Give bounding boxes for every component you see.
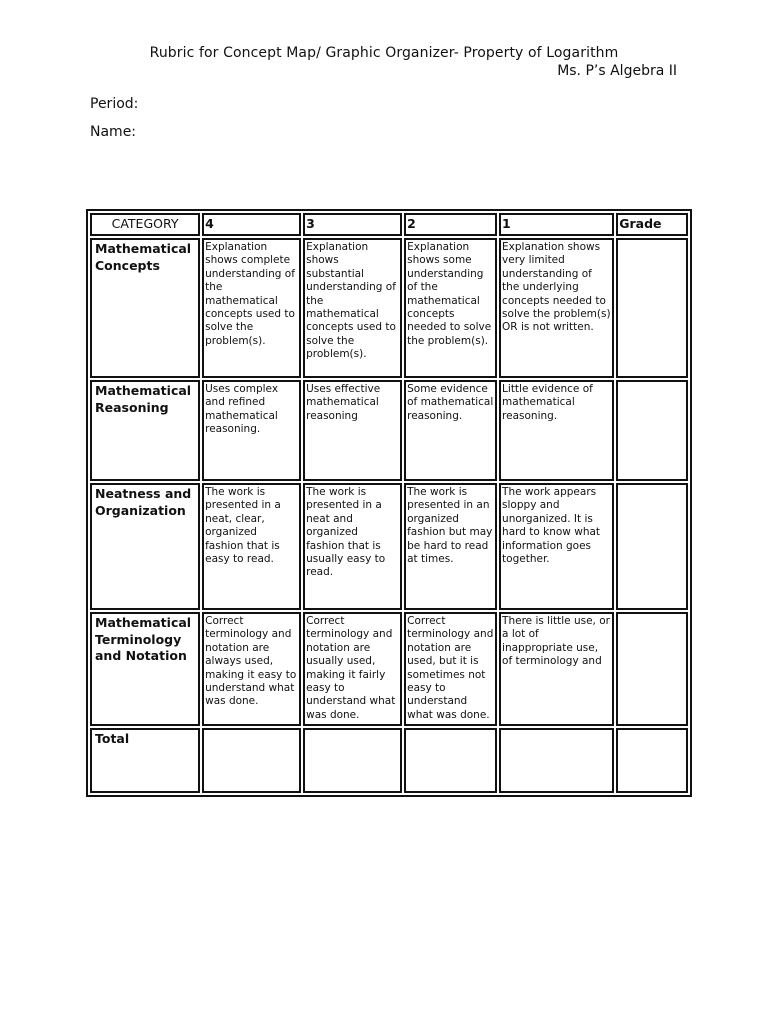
table-header-row: [90, 213, 688, 236]
table-cell: Little evidence of mathematical reasoning.: [499, 380, 614, 481]
table-row: [90, 483, 688, 610]
document-title: Rubric for Concept Map/ Graphic Organizer- Property of Logarithm: [149, 45, 619, 61]
header-category: CATEGORY: [90, 213, 200, 236]
header-score-2: 2: [404, 213, 497, 236]
header-score-1: 1: [499, 213, 614, 236]
table-cell: Explanation shows very limited understanding of the underlying concepts needed to solve the problem(s) OR is not written.: [499, 238, 614, 378]
table-cell: [303, 728, 402, 793]
grade-cell: [616, 238, 688, 378]
table-cell: The work is presented in an organized fashion but may be hard to read at times.: [404, 483, 497, 610]
table-row: [90, 380, 688, 481]
table-cell: [404, 728, 497, 793]
author-line: Ms. P’s Algebra II: [557, 63, 677, 79]
table-cell: The work is presented in a neat, clear, organized fashion that is easy to read.: [202, 483, 301, 610]
grade-cell: [616, 483, 688, 610]
row-category: Total: [90, 728, 200, 793]
row-category: Mathematical Terminology and Notation: [90, 612, 200, 726]
table-row: [90, 238, 688, 378]
table-cell: The work is presented in a neat and organized fashion that is usually easy to read.: [303, 483, 402, 610]
name-label: Name:: [90, 124, 137, 140]
table-cell: Explanation shows complete understanding of the mathematical concepts used to solve the problem(s).: [202, 238, 301, 378]
table-row: [90, 612, 688, 726]
header-grade: Grade: [616, 213, 688, 236]
table-cell: Correct terminology and notation are used, but it is sometimes not easy to understand what was done.: [404, 612, 497, 726]
grade-cell: [616, 380, 688, 481]
table-cell: Uses complex and refined mathematical reasoning.: [202, 380, 301, 481]
table-row-total: [90, 728, 688, 793]
table-cell: Explanation shows substantial understanding of the mathematical concepts used to solve the problem(s).: [303, 238, 402, 378]
table-cell: Correct terminology and notation are usually used, making it fairly easy to understand what was done.: [303, 612, 402, 726]
grade-cell: [616, 728, 688, 793]
table-cell: Explanation shows some understanding of the mathematical concepts needed to solve the problem(s).: [404, 238, 497, 378]
table-cell: Uses effective mathematical reasoning: [303, 380, 402, 481]
period-label: Period:: [90, 96, 139, 112]
row-category: Mathematical Concepts: [90, 238, 200, 378]
table-cell: Some evidence of mathematical reasoning.: [404, 380, 497, 481]
row-category: Mathematical Reasoning: [90, 380, 200, 481]
table-cell: [202, 728, 301, 793]
table-cell: The work appears sloppy and unorganized. It is hard to know what information goes together.: [499, 483, 614, 610]
header-score-4: 4: [202, 213, 301, 236]
rubric-table: [86, 209, 692, 797]
row-category: Neatness and Organization: [90, 483, 200, 610]
table-cell: [499, 728, 614, 793]
table-cell: There is little use, or a lot of inappropriate use, of terminology and: [499, 612, 614, 726]
header-score-3: 3: [303, 213, 402, 236]
grade-cell: [616, 612, 688, 726]
table-cell: Correct terminology and notation are always used, making it easy to understand what was done.: [202, 612, 301, 726]
